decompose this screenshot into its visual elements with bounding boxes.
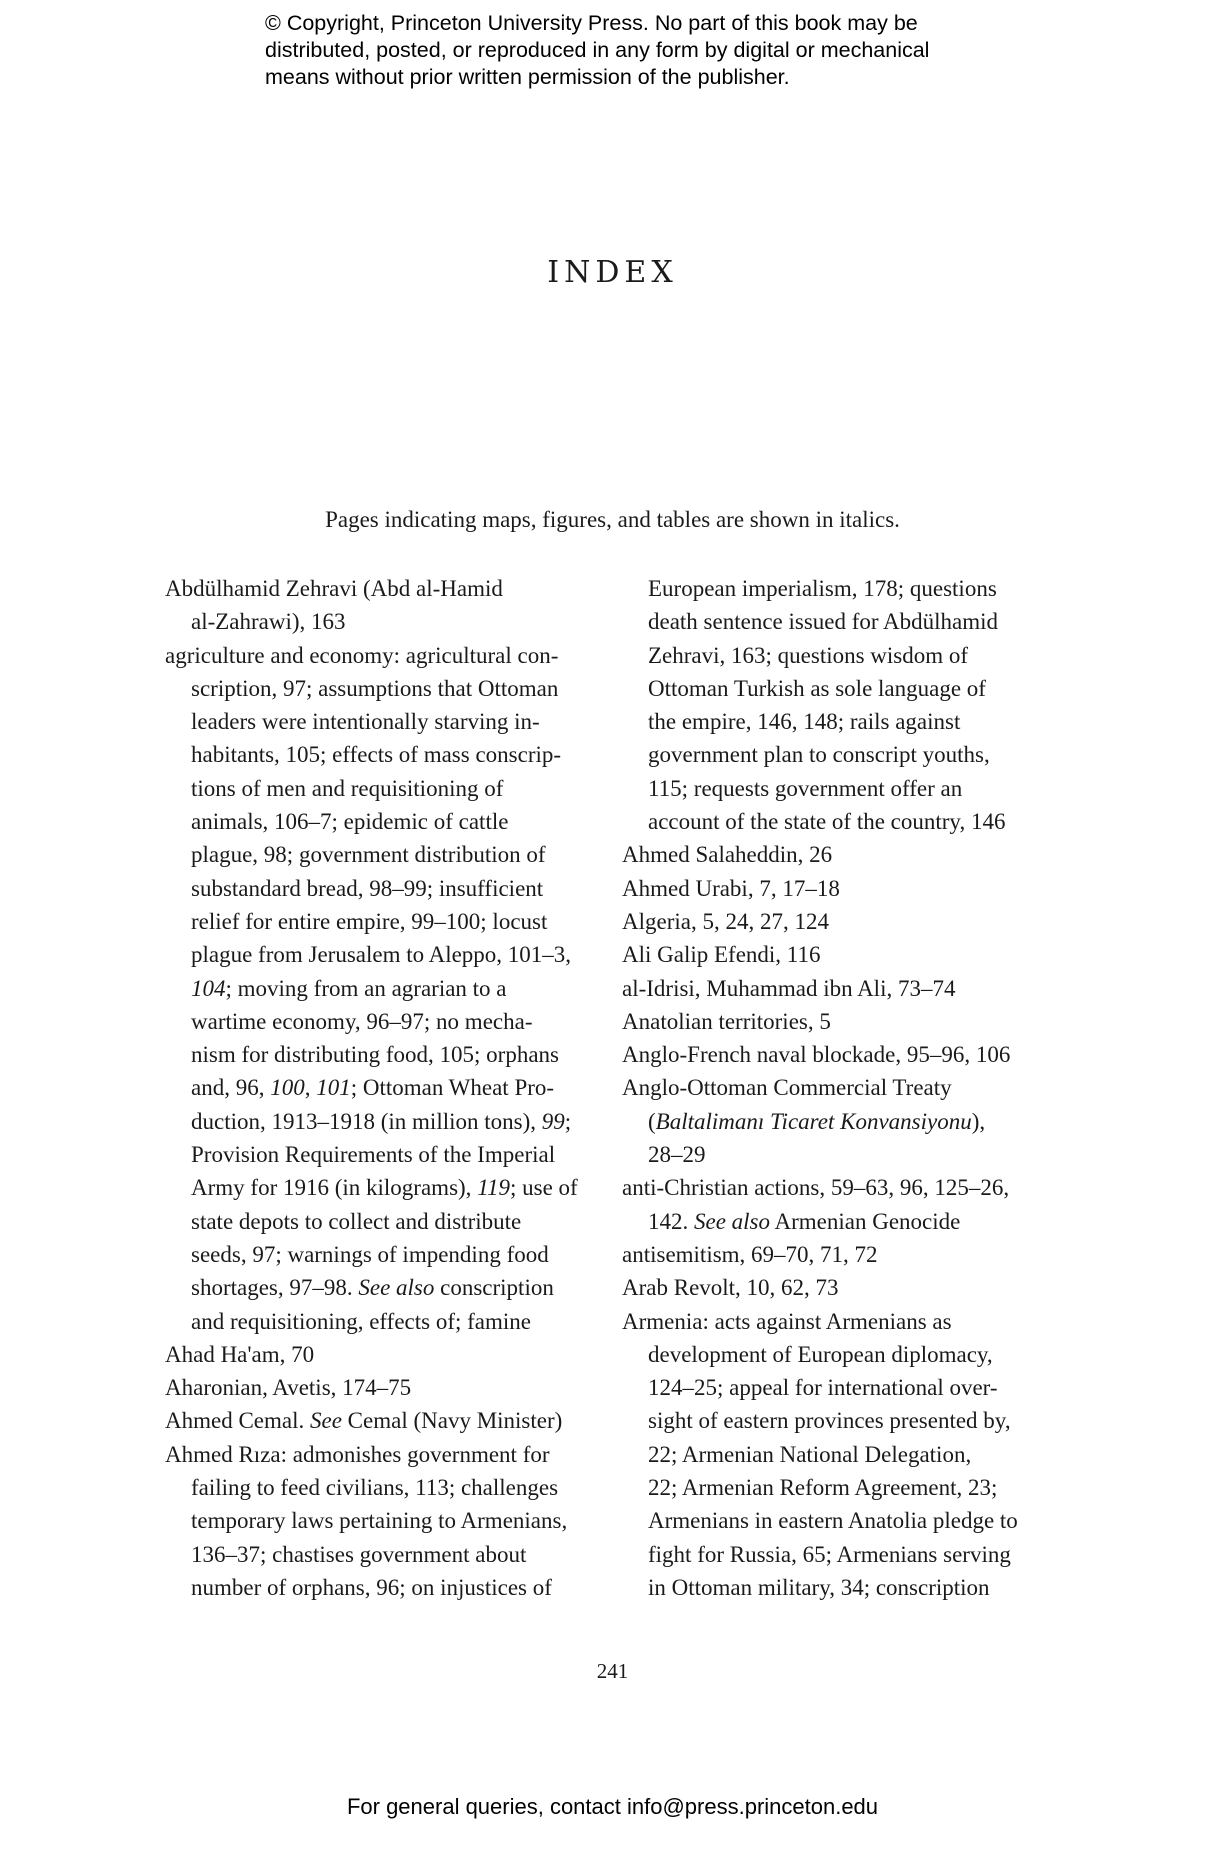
index-entry-line: substandard bread, 98–99; insufficient [191,875,544,901]
index-entry-line: al-Zahrawi), 163 [191,609,346,635]
index-entry-line: 104; moving from an agrarian to a [191,975,507,1001]
index-entry-line: Armenians in eastern Anatolia pledge to [648,1508,1018,1534]
page-title: INDEX [547,255,678,290]
index-entry-line: Anatolian territories, 5 [622,1008,831,1034]
copyright-notice [265,10,1025,91]
copyright-line: © Copyright, Princeton University Press. No part of this book may be [265,11,918,35]
index-entry-line: development of European diplomacy, [648,1341,993,1367]
index-entry-line: Ahmed Salaheddin, 26 [622,842,833,868]
index-entry-line: number of orphans, 96; on injustices of [191,1574,552,1600]
index-entry-line: state depots to collect and distribute [191,1208,522,1234]
index-entry-line: and, 96, 100, 101; Ottoman Wheat Pro- [191,1075,555,1101]
contact-footer: For general queries, contact info@press.princeton.edu [346,1794,879,1819]
index-entry-line: Aharonian, Avetis, 174–75 [165,1375,412,1401]
index-entry-line: Ali Galip Efendi, 116 [622,942,821,968]
index-entry-line: relief for entire empire, 99–100; locust [191,908,548,934]
index-entry-line: Abdülhamid Zehravi (Abd al-Hamid [165,576,503,601]
index-entry-line: Ahmed Rıza: admonishes government for [165,1441,550,1467]
index-entry-line: nism for distributing food, 105; orphans [191,1042,559,1068]
index-entry-line: leaders were intentionally starving in- [191,709,540,735]
index-entry-line: government plan to conscript youths, [648,742,990,768]
index-entry-line: Ahmed Urabi, 7, 17–18 [622,875,840,901]
italics-note: Pages indicating maps, figures, and tables are shown in italics. [325,507,900,532]
index-entry-line: failing to feed civilians, 113; challenges [191,1475,559,1501]
index-entry-line: death sentence issued for Abdülhamid [648,609,999,635]
index-entry-line: plague, 98; government distribution of [191,842,546,868]
index-entry-line: Algeria, 5, 24, 27, 124 [622,908,829,934]
index-entry-line: European imperialism, 178; questions [648,576,997,601]
copyright-line: means without prior written permission of the publisher. [265,65,790,89]
index-entry-line: Ahmed Cemal. See Cemal (Navy Minister) [165,1408,563,1434]
index-entry-line: Anglo-Ottoman Commercial Treaty [622,1075,952,1101]
index-entry-line: the empire, 146, 148; rails against [648,709,961,735]
index-column-left [165,572,605,1604]
index-entry-line: seeds, 97; warnings of impending food [191,1241,549,1267]
index-entry-line: account of the state of the country, 146 [648,809,1006,835]
index-entry-line: plague from Jerusalem to Aleppo, 101–3, [191,942,572,968]
index-column-right [622,572,1062,1604]
index-entry-line: Anglo-French naval blockade, 95–96, 106 [622,1042,1011,1068]
copyright-line: distributed, posted, or reproduced in any form by digital or mechanical [265,38,930,62]
index-entry-line: anti-Christian actions, 59–63, 96, 125–26, [622,1175,1010,1201]
index-entry-line: 142. See also Armenian Genocide [648,1208,961,1234]
index-entry-line: 22; Armenian National Delegation, [648,1441,972,1467]
index-entry-line: sight of eastern provinces presented by, [648,1408,1011,1434]
index-entry-line: Ottoman Turkish as sole language of [648,675,986,701]
index-entry-line: antisemitism, 69–70, 71, 72 [622,1241,878,1267]
index-entry-line: Army for 1916 (in kilograms), 119; use of [191,1175,578,1201]
index-entry-line: duction, 1913–1918 (in million tons), 99; [191,1108,572,1134]
index-entry-line: habitants, 105; effects of mass conscrip- [191,742,562,768]
index-entry-line: 136–37; chastises government about [191,1541,527,1567]
index-entry-line: (Baltalimanı Ticaret Konvansiyonu), [648,1108,986,1134]
page-number: 241 [596,1659,629,1683]
index-entry-line: in Ottoman military, 34; conscription [648,1574,990,1600]
index-entry-line: agriculture and economy: agricultural con- [165,642,559,668]
index-entry-line: Ahad Ha'am, 70 [165,1341,315,1367]
index-entry-line: 22; Armenian Reform Agreement, 23; [648,1475,998,1501]
index-entry-line: 28–29 [648,1142,706,1168]
index-entry-line: scription, 97; assumptions that Ottoman [191,675,559,701]
index-entry-line: tions of men and requisitioning of [191,775,504,801]
index-entry-line: 124–25; appeal for international over- [648,1375,998,1401]
index-entry-line: Armenia: acts against Armenians as [622,1308,952,1334]
index-entry-line: wartime economy, 96–97; no mecha- [191,1008,533,1034]
index-entry-line: animals, 106–7; epidemic of cattle [191,809,509,835]
index-entry-line: 115; requests government offer an [648,775,963,801]
index-entry-line: Zehravi, 163; questions wisdom of [648,642,969,668]
index-entry-line: shortages, 97–98. See also conscription [191,1275,554,1301]
index-entry-line: and requisitioning, effects of; famine [191,1308,532,1334]
index-entry-line: Arab Revolt, 10, 62, 73 [622,1275,839,1301]
index-entry-line: temporary laws pertaining to Armenians, [191,1508,568,1534]
index-entry-line: Provision Requirements of the Imperial [191,1142,556,1168]
index-entry-line: fight for Russia, 65; Armenians serving [648,1541,1011,1567]
index-entry-line: al-Idrisi, Muhammad ibn Ali, 73–74 [622,975,956,1001]
